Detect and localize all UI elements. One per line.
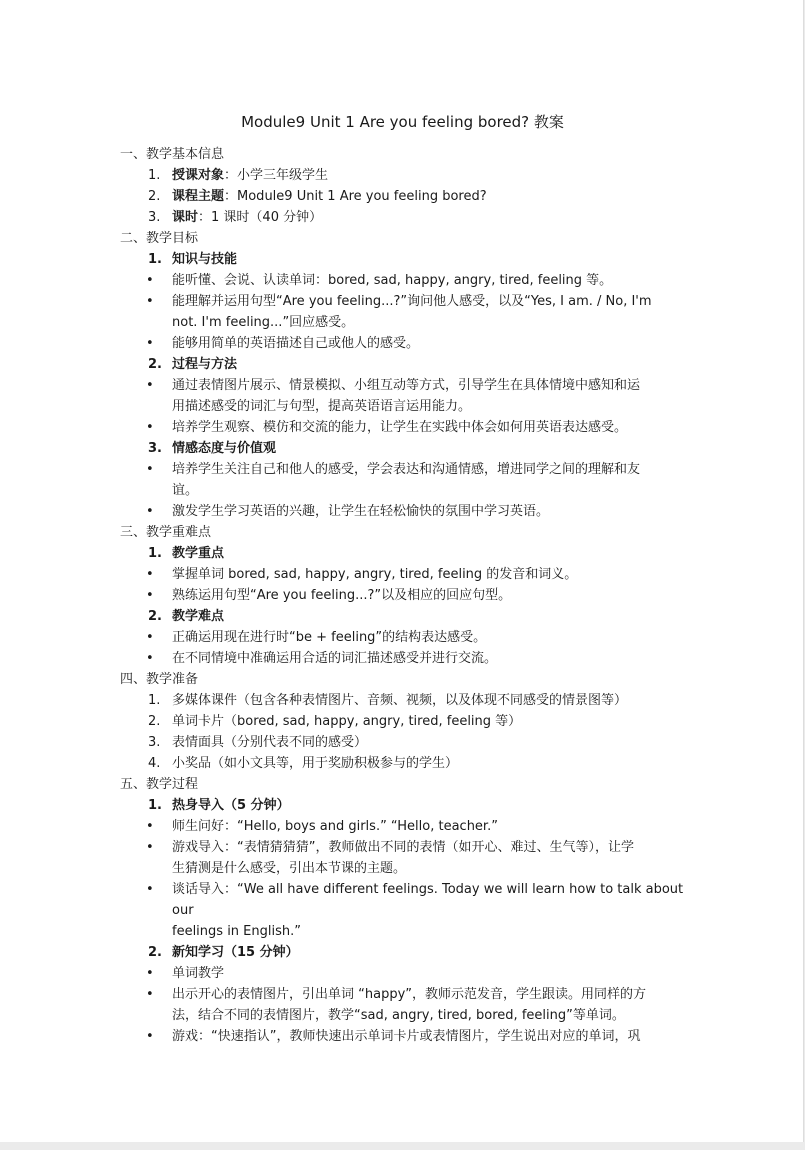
item-key: 授课对象 <box>172 168 225 183</box>
bullet-line: 用描述感受的词汇与句型，提高英语语言运用能力。 <box>172 399 472 414</box>
bullet-line: 生猜测是什么感受，引出本节课的主题。 <box>172 861 407 876</box>
bullet-item <box>120 1026 690 1047</box>
subsection-heading <box>120 606 690 627</box>
item-text: ：小学三年级学生 <box>224 168 329 183</box>
bullet-item <box>120 963 690 984</box>
bullet-item <box>120 837 690 879</box>
document-body <box>120 144 690 1047</box>
bullet-item <box>120 585 690 606</box>
bullet-item <box>120 627 690 648</box>
bullet-line: • 激发学生学习英语的兴趣，让学生在轻松愉快的氛围中学习英语。 <box>172 504 550 519</box>
item-number: 1. <box>148 798 162 813</box>
item-key: 课时 <box>172 210 199 225</box>
bullet-line: • 能够用简单的英语描述自己或他人的感受。 <box>172 336 420 351</box>
bullet-item <box>120 270 690 291</box>
bullet-line: not. I'm feeling...”回应感受。 <box>172 315 355 330</box>
item-number: 1. <box>148 546 162 561</box>
bullet-item <box>120 291 690 333</box>
item-text: ：Module9 Unit 1 Are you feeling bored? <box>224 189 487 204</box>
subsection-heading <box>120 795 690 816</box>
bullet-line: • 出示开心的表情图片，引出单词 “happy”，教师示范发音，学生跟读。用同样的方 <box>172 987 647 1002</box>
section-heading: 二、教学目标 <box>120 231 199 246</box>
subsection-heading <box>120 438 690 459</box>
item-number: 2. <box>148 189 161 204</box>
item-number: 2. <box>148 357 162 372</box>
document-title: Module9 Unit 1 Are you feeling bored? 教案 <box>241 113 564 131</box>
bullet-item <box>120 417 690 438</box>
bullet-line: • 熟练运用句型“Are you feeling...?”以及相应的回应句型。 <box>172 588 512 603</box>
numbered-item <box>120 711 690 732</box>
bullet-item <box>120 459 690 501</box>
item-text: 新知学习（15 分钟） <box>172 945 299 960</box>
bullet-line: • 能听懂、会说、认读单词：bored, sad, happy, angry, tired, feeling 等。 <box>172 273 613 288</box>
numbered-item <box>120 732 690 753</box>
bullet-line: • 游戏：“快速指认”，教师快速出示单词卡片或表情图片，学生说出对应的单词，巩 <box>172 1029 641 1044</box>
bullet-item <box>120 375 690 417</box>
bullet-line: • 培养学生关注自己和他人的感受，学会表达和沟通情感，增进同学之间的理解和友 <box>172 462 641 477</box>
section-heading: 四、教学准备 <box>120 672 199 687</box>
bullet-item <box>120 333 690 354</box>
bullet-line: • 正确运用现在进行时“be + feeling”的结构表达感受。 <box>172 630 487 645</box>
item-number: 2. <box>148 945 162 960</box>
bullet-item <box>120 648 690 669</box>
subsection-heading <box>120 354 690 375</box>
item-text: ：1 课时（40 分钟） <box>198 210 323 225</box>
item-number: 1. <box>148 252 162 267</box>
bullet-item <box>120 501 690 522</box>
bullet-line: • 能理解并运用句型“Are you feeling...?”询问他人感受，以及“Yes, I am. / No, I'm <box>172 294 652 309</box>
item-text: 表情面具（分别代表不同的感受） <box>172 735 368 750</box>
item-text: 多媒体课件（包含各种表情图片、音频、视频，以及体现不同感受的情景图等） <box>172 693 628 708</box>
numbered-item <box>120 690 690 711</box>
item-text: 教学难点 <box>172 609 225 624</box>
item-number: 3. <box>148 210 161 225</box>
bullet-line: • 单词教学 <box>172 966 225 981</box>
numbered-item <box>120 753 690 774</box>
item-number: 3. <box>148 441 162 456</box>
bullet-line: feelings in English.” <box>172 924 301 939</box>
bullet-line: • 通过表情图片展示、情景模拟、小组互动等方式，引导学生在具体情境中感知和运 <box>172 378 641 393</box>
subsection-heading <box>120 543 690 564</box>
bullet-item <box>120 816 690 837</box>
bullet-line: • 谈话导入：“We all have different feelings. Today we will learn how to talk about our <box>172 882 684 918</box>
item-number: 1. <box>148 168 161 183</box>
item-number: 4. <box>148 756 161 771</box>
item-text: 小奖品（如小文具等，用于奖励积极参与的学生） <box>172 756 459 771</box>
bullet-item <box>120 564 690 585</box>
section-heading: 一、教学基本信息 <box>120 147 225 162</box>
section-heading: 三、教学重难点 <box>120 525 212 540</box>
item-text: 知识与技能 <box>172 252 238 267</box>
bullet-line: 谊。 <box>172 483 199 498</box>
subsection-heading <box>120 942 690 963</box>
item-text: 单词卡片（bored, sad, happy, angry, tired, feeling 等） <box>172 714 522 729</box>
item-text: 热身导入（5 分钟） <box>172 798 290 813</box>
item-number: 2. <box>148 714 161 729</box>
item-number: 2. <box>148 609 162 624</box>
numbered-item <box>120 207 690 228</box>
item-text: 教学重点 <box>172 546 225 561</box>
bullet-item <box>120 879 690 942</box>
item-number: 3. <box>148 735 161 750</box>
section-heading: 五、教学过程 <box>120 777 199 792</box>
item-key: 课程主题 <box>172 189 225 204</box>
bullet-line: • 游戏导入：“表情猜猜猜”，教师做出不同的表情（如开心、难过、生气等），让学 <box>172 840 634 855</box>
subsection-heading <box>120 249 690 270</box>
bullet-line: • 掌握单词 bored, sad, happy, angry, tired, feeling 的发音和词义。 <box>172 567 578 582</box>
item-number: 1. <box>148 693 161 708</box>
numbered-item <box>120 186 690 207</box>
item-text: 过程与方法 <box>172 357 238 372</box>
bullet-line: • 在不同情境中准确运用合适的词汇描述感受并进行交流。 <box>172 651 498 666</box>
bullet-line: • 师生问好：“Hello, boys and girls.” “Hello, teacher.” <box>172 819 498 834</box>
bullet-line: 法，结合不同的表情图片，教学“sad, angry, tired, bored, feeling”等单词。 <box>172 1008 625 1023</box>
bullet-item <box>120 984 690 1026</box>
numbered-item <box>120 165 690 186</box>
bullet-line: • 培养学生观察、模仿和交流的能力，让学生在实践中体会如何用英语表达感受。 <box>172 420 628 435</box>
item-text: 情感态度与价值观 <box>172 441 277 456</box>
